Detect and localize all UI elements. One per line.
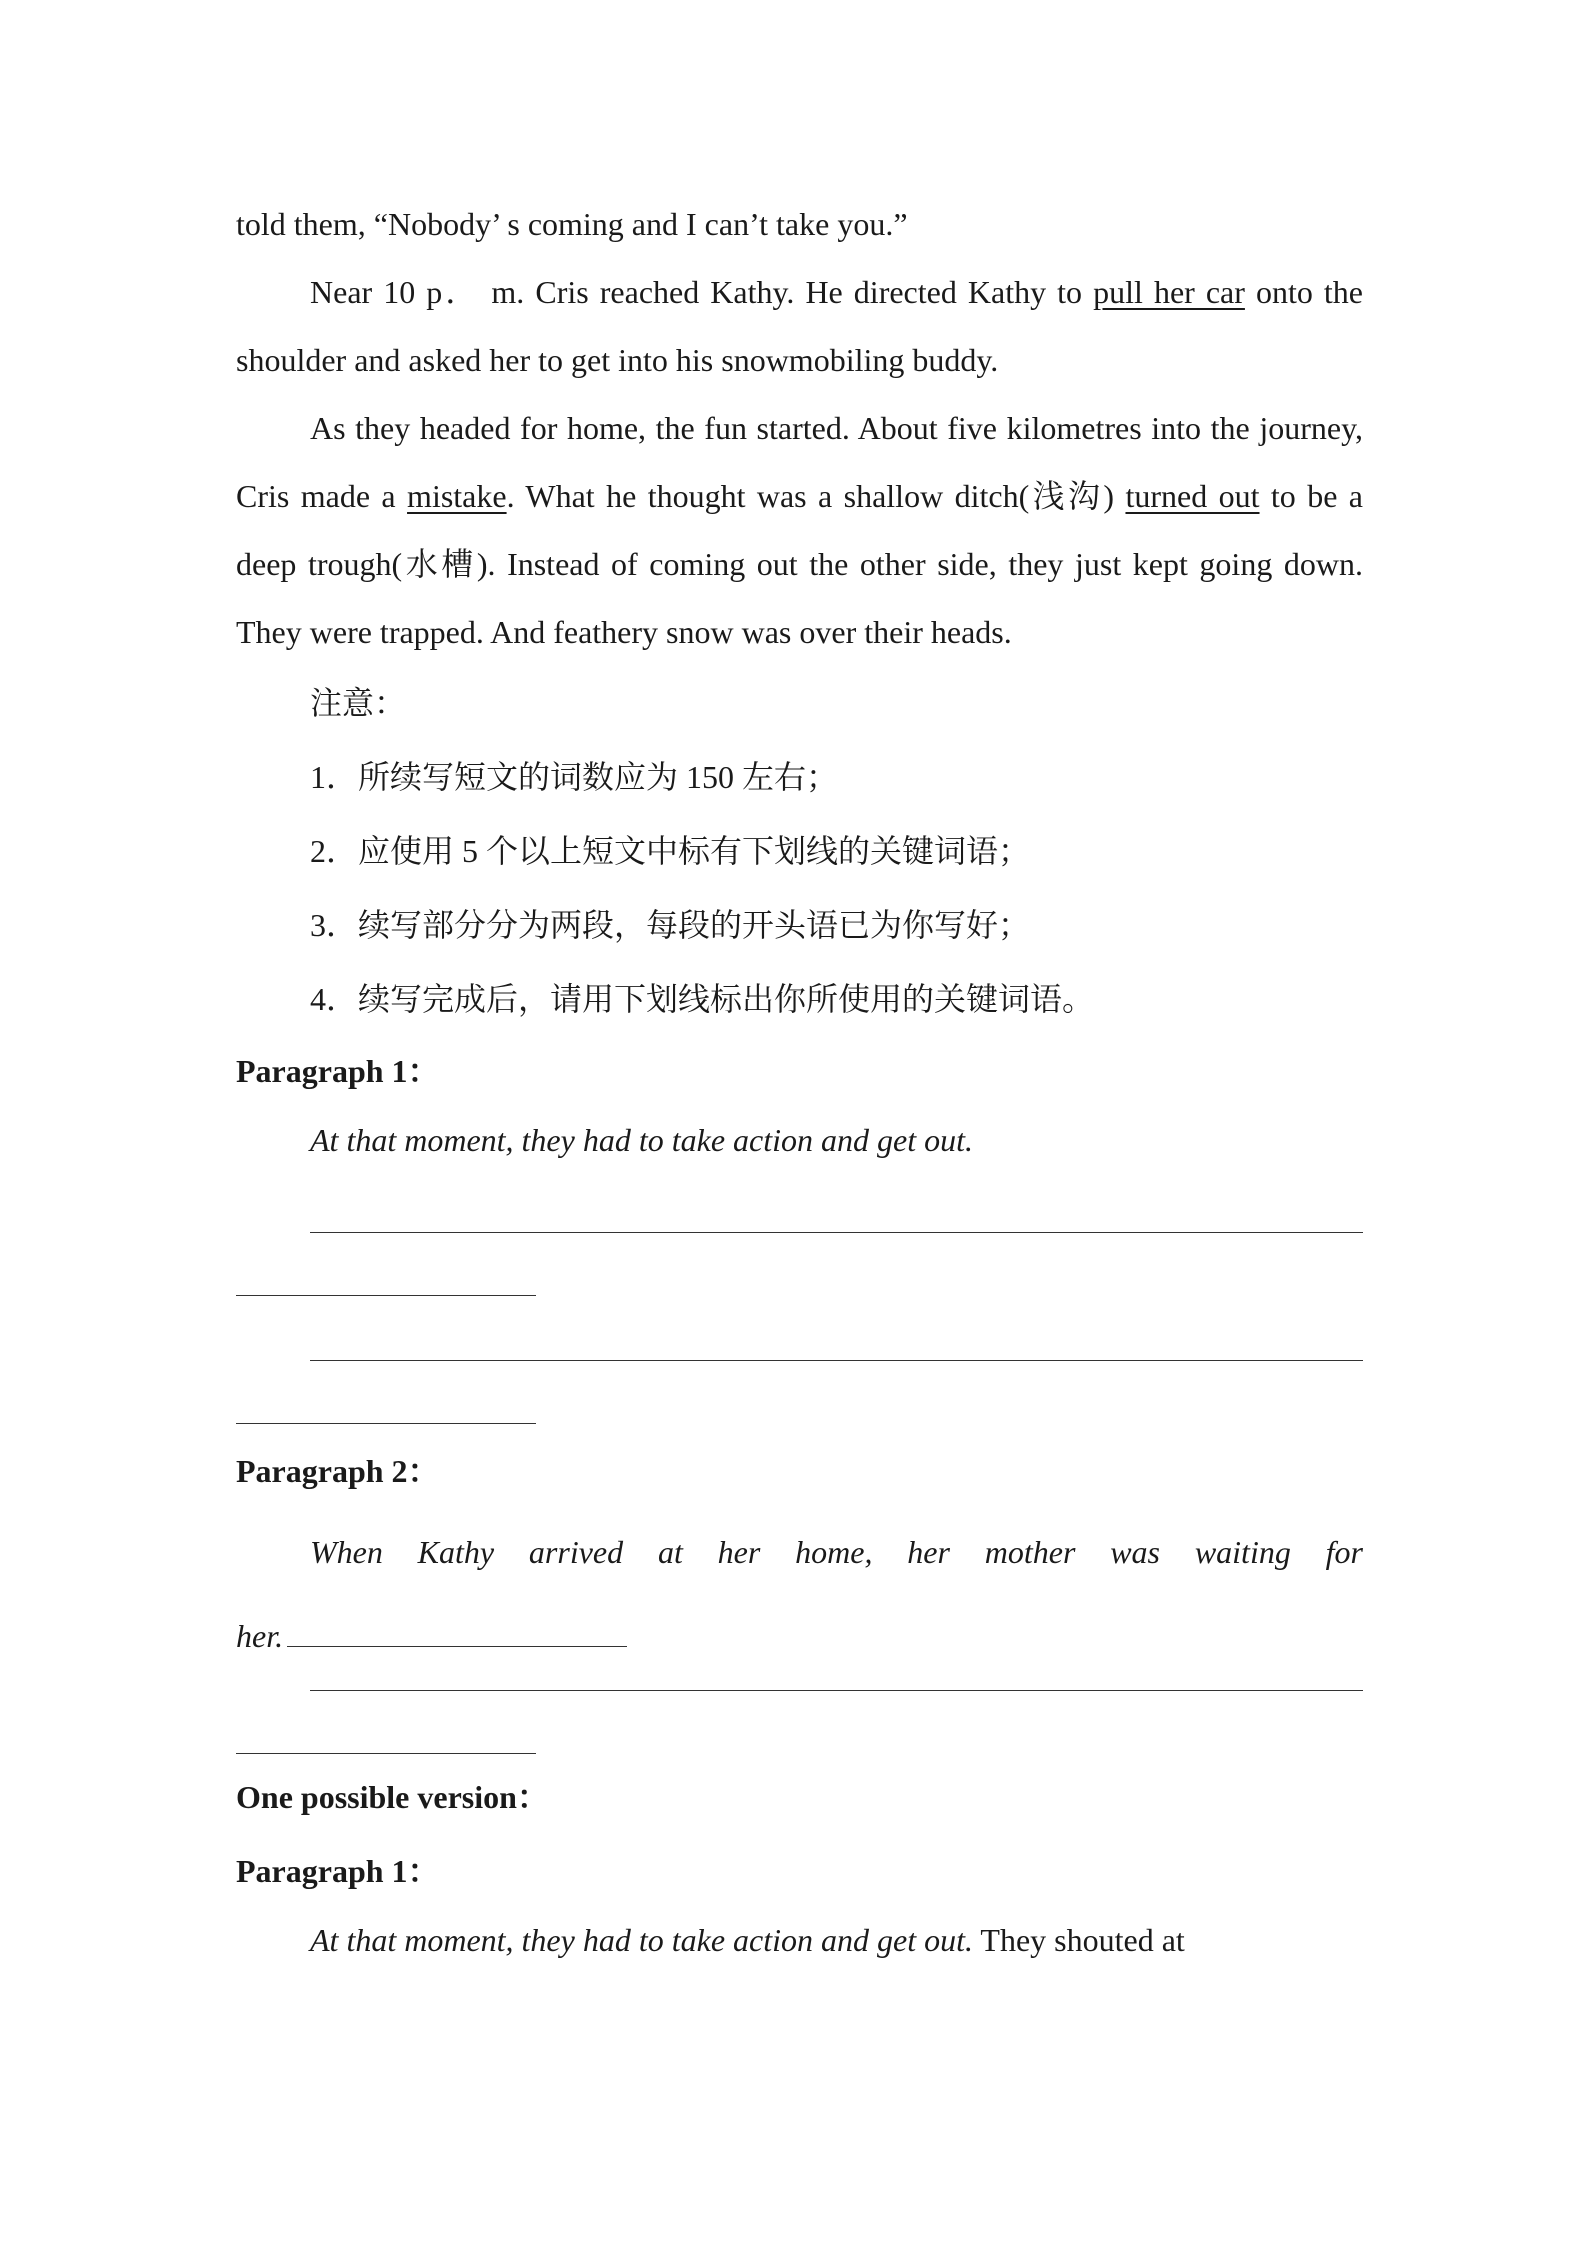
key-phrase-mistake: mistake <box>407 478 507 514</box>
notes-title: 注意： <box>310 685 407 721</box>
document-page <box>236 190 1363 1974</box>
paragraph-2-heading: Paragraph 2： <box>236 1453 440 1489</box>
story-paragraph-3 <box>236 394 1363 666</box>
note-item-4: 4．续写完成后，请用下划线标出你所使用的关键词语。 <box>310 981 1095 1017</box>
paragraph-1-heading: Paragraph 1： <box>236 1053 440 1089</box>
paragraph-2-opening-tail: her. <box>236 1618 284 1654</box>
paragraph-2-opening-end <box>236 1602 1363 1670</box>
story-text: onto the shoulder and asked her to get into his snowmobiling buddy. <box>236 274 1364 378</box>
note-item-2: 2．应使用 5 个以上短文中标有下划线的关键词语； <box>310 833 1031 869</box>
sample-paragraph-1 <box>236 1906 1363 1974</box>
story-paragraph-2 <box>236 258 1363 394</box>
paragraph-2-opening: When Kathy arrived at her home, her mother was waiting for <box>310 1534 1363 1570</box>
sample-text: They shouted at <box>972 1922 1185 1958</box>
story-text: . What he thought was a shallow ditch(浅沟) <box>506 478 1126 514</box>
sample-opening: At that moment, they had to take action and get out. <box>310 1922 973 1958</box>
story-line-1: told them, “Nobody’ s coming and I can’t take you.” <box>236 206 908 242</box>
note-item-3: 3．续写部分分为两段，每段的开头语已为你写好； <box>310 907 1031 943</box>
paragraph-1-opening: At that moment, they had to take action and get out. <box>310 1122 973 1158</box>
story-text: to be a deep trough(水槽). Instead of coming out the other side, they just kept going down. They were trapped. And feathery snow was over their heads. <box>236 478 1364 650</box>
key-phrase-pull-her-car: pull her car <box>1093 274 1245 310</box>
story-text: Near 10 p． m. Cris reached Kathy. He directed Kathy to <box>310 274 1094 310</box>
key-phrase-turned-out: turned out <box>1125 478 1260 514</box>
sample-heading: One possible version： <box>236 1779 549 1815</box>
story-text: As they headed for home, the fun started. About five kilometres into the journey, Cris made a <box>236 410 1363 514</box>
answer-blank[interactable] <box>287 1616 627 1647</box>
sample-paragraph-1-heading: Paragraph 1： <box>236 1853 440 1889</box>
note-item-1: 1．所续写短文的词数应为 150 左右； <box>310 759 839 795</box>
